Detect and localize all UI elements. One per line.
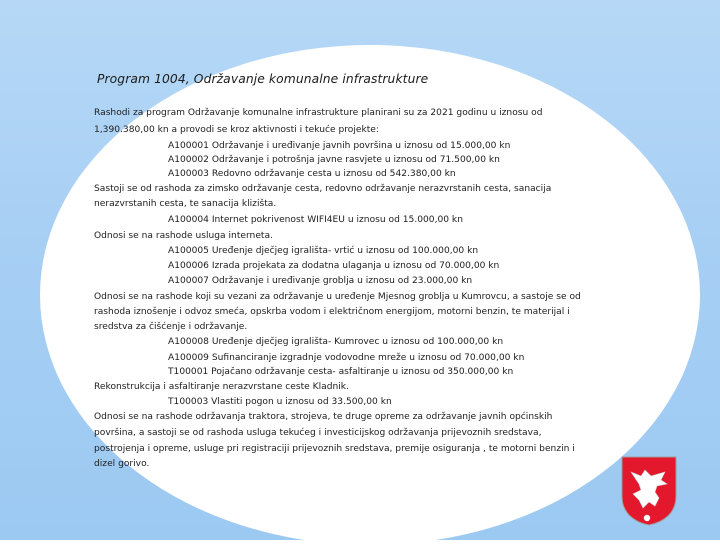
project-line: A100004 Internet pokrivenost WIFI4EU u iznosu od 15.000,00 kn xyxy=(168,215,463,225)
project-line: A100001 Održavanje i uređivanje javnih površina u iznosu od 15.000,00 kn xyxy=(168,141,511,151)
project-line: A100005 Uređenje dječjeg igrališta- vrtić u iznosu od 100.000,00 kn xyxy=(168,246,479,256)
project-line: A100002 Održavanje i potrošnja javne rasvjete u iznosu od 71.500,00 kn xyxy=(168,155,500,165)
text-line: Rekonstrukcija i asfaltiranje nerazvrstane ceste Kladnik. xyxy=(94,382,349,392)
text-line: Odnosi se na rashode održavanja traktora, strojeva, te druge opreme za održavanje javnih općinskih xyxy=(94,412,553,422)
project-line: T100003 Vlastiti pogon u iznosu od 33.500,00 kn xyxy=(168,397,392,407)
project-line: A100008 Uređenje dječjeg igrališta- Kumrovec u iznosu od 100.000,00 kn xyxy=(168,337,504,347)
coat-of-arms-icon xyxy=(621,456,677,526)
project-line: A100003 Redovno održavanje cesta u iznosu od 542.380,00 kn xyxy=(168,169,456,179)
project-line: A100007 Održavanje i uređivanje groblja u iznosu od 23.000,00 kn xyxy=(168,276,473,286)
text-line: postrojenja i opreme, usluge pri registraciji prijevoznih sredstava, premije osiguranja , te motorni benzin i xyxy=(94,444,575,454)
text-line: Odnosi se na rashode usluga interneta. xyxy=(94,231,273,241)
text-line: dizel gorivo. xyxy=(94,459,150,469)
text-line: nerazvrstanih cesta, te sanacija klizišta. xyxy=(94,199,277,209)
text-line: površina, a sastoji se od rashoda usluga tekućeg i investicijskog održavanja prijevoznih sredstava, xyxy=(94,428,542,438)
text-line: Rashodi za program Održavanje komunalne infrastrukture planirani su za 2021 godinu u iznosu od xyxy=(94,108,543,118)
project-line: A100006 Izrada projekata za dodatna ulaganja u iznosu od 70.000,00 kn xyxy=(168,261,500,271)
text-line: Sastoji se od rashoda za zimsko održavanje cesta, redovno održavanje nerazvrstanih cesta, sanacija xyxy=(94,184,552,194)
slide-title: Program 1004, Održavanje komunalne infrastrukture xyxy=(97,72,429,86)
text-line: 1,390.380,00 kn a provodi se kroz aktivnosti i tekuće projekte: xyxy=(94,125,379,135)
project-line: T100001 Pojačano održavanje cesta- asfaltiranje u iznosu od 350.000,00 kn xyxy=(168,367,514,377)
text-line: sredstva za čišćenje i održavanje. xyxy=(94,322,248,332)
text-line: Odnosi se na rashode koji su vezani za održavanje u uređenje Mjesnog groblja u Kumrovcu, a sastoje se od xyxy=(94,292,581,302)
text-line: rashoda iznošenje i odvoz smeća, opskrba vodom i električnom energijom, motorni benzin, te materijal i xyxy=(94,307,570,317)
project-line: A100009 Sufinanciranje izgradnje vodovodne mreže u iznosu od 70.000,00 kn xyxy=(168,353,525,363)
